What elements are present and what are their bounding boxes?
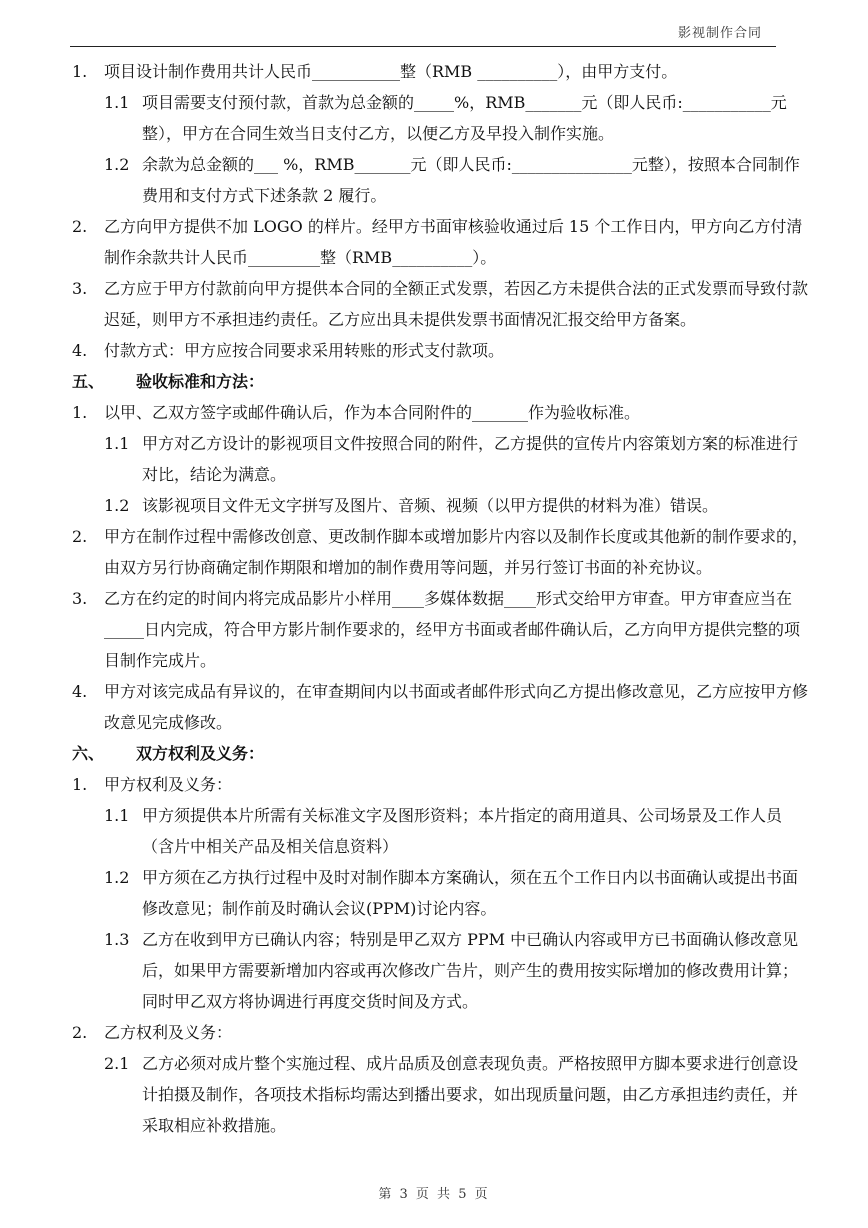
clause	[70, 56, 810, 87]
clause-text: 双方权利及义务：	[136, 744, 265, 763]
clause-text: 乙方在收到甲方已确认内容；特别是甲乙双方 PPM 中已确认内容或甲方已书面确认修改意见后，如果甲方需要新增加内容或再次修改广告片，则产生的费用按实际增加的修改费用计算；同时甲乙双方将协调进行再度交货时间及方式。	[142, 930, 799, 1011]
clause-text: 乙方应于甲方付款前向甲方提供本合同的全额正式发票，若因乙方未提供合法的正式发票而导致付款迟延，则甲方不承担违约责任。乙方应出具未提供发票书面情况汇报交给甲方备案。	[104, 279, 809, 329]
clause-text: 项目需要支付预付款，首款为总金额的_____%，RMB_______元（即人民币:___________元整），甲方在合同生效当日支付乙方，以便乙方及早投入制作实施。	[142, 93, 787, 143]
clause	[70, 769, 810, 800]
clause-text: 甲方对乙方设计的影视项目文件按照合同的附件，乙方提供的宣传片内容策划方案的标准进行对比，结论为满意。	[142, 434, 799, 484]
clause-number: 1.3	[104, 930, 130, 949]
sub-clause	[70, 428, 810, 490]
clause-text: 甲方须在乙方执行过程中及时对制作脚本方案确认，须在五个工作日内以书面确认或提出书面修改意见；制作前及时确认会议(PPM)讨论内容。	[142, 868, 799, 918]
clause-text: 甲方权利及义务：	[104, 775, 233, 794]
sub-clause	[70, 862, 810, 924]
clause	[70, 521, 810, 583]
clause-text: 项目设计制作费用共计人民币___________整（RMB __________），由甲方支付。	[104, 62, 678, 81]
clause-text: 以甲、乙双方签字或邮件确认后，作为本合同附件的_______作为验收标准。	[104, 403, 641, 422]
clause-text: 乙方权利及义务：	[104, 1023, 233, 1042]
clause	[70, 676, 810, 738]
contract-body	[70, 56, 810, 1141]
clause-number: 1.1	[104, 806, 130, 825]
sub-clause	[70, 924, 810, 1017]
clause-number: 2.	[72, 1023, 88, 1042]
clause-text: 余款为总金额的___ %，RMB_______元（即人民币:_______________元整），按照本合同制作费用和支付方式下述条款 2 履行。	[142, 155, 800, 205]
sub-clause	[70, 149, 810, 211]
clause-text: 付款方式：甲方应按合同要求采用转账的形式支付款项。	[104, 341, 505, 360]
clause-number: 2.1	[104, 1054, 130, 1073]
header-title: 影视制作合同	[677, 26, 762, 41]
sub-clause	[70, 1048, 810, 1141]
section-heading	[70, 366, 810, 397]
sub-clause	[70, 87, 810, 149]
clause-number: 3.	[72, 589, 88, 608]
clause-number: 1.	[72, 403, 88, 422]
sub-clause	[70, 800, 810, 862]
clause	[70, 211, 810, 273]
clause	[70, 1017, 810, 1048]
clause-number: 1.2	[104, 155, 130, 174]
clause-number: 2.	[72, 217, 88, 236]
clause-number: 六、	[72, 744, 105, 763]
clause-number: 4.	[72, 341, 88, 360]
clause-text: 甲方须提供本片所需有关标准文字及图形资料；本片指定的商用道具、公司场景及工作人员（含片中相关产品及相关信息资料）	[142, 806, 783, 856]
clause-text: 乙方在约定的时间内将完成品影片小样用____多媒体数据____形式交给甲方审查。甲方审查应当在 _____日内完成，符合甲方影片制作要求的，经甲方书面或者邮件确认后，乙方向甲方提供完整的项目制作完成片。	[104, 589, 801, 670]
sub-clause	[70, 490, 810, 521]
clause-number: 1.2	[104, 868, 130, 887]
header-divider	[70, 46, 776, 47]
clause-number: 4.	[72, 682, 88, 701]
clause-text: 乙方向甲方提供不加 LOGO 的样片。经甲方书面审核验收通过后 15 个工作日内，甲方向乙方付清制作余款共计人民币_________整（RMB__________）。	[104, 217, 803, 267]
clause	[70, 583, 810, 676]
clause	[70, 397, 810, 428]
clause-text: 乙方必须对成片整个实施过程、成片品质及创意表现负责。严格按照甲方脚本要求进行创意设计拍摄及制作，各项技术指标均需达到播出要求，如出现质量问题，由乙方承担违约责任，并采取相应补救措施。	[142, 1054, 799, 1135]
clause-number: 3.	[72, 279, 88, 298]
clause-number: 1.1	[104, 93, 130, 112]
clause	[70, 335, 810, 366]
clause-number: 1.1	[104, 434, 130, 453]
clause-number: 2.	[72, 527, 88, 546]
clause-text: 该影视项目文件无文字拼写及图片、音频、视频（以甲方提供的材料为准）错误。	[142, 496, 719, 515]
clause-text: 验收标准和方法：	[136, 372, 265, 391]
clause-number: 1.2	[104, 496, 130, 515]
clause-text: 甲方在制作过程中需修改创意、更改制作脚本或增加影片内容以及制作长度或其他新的制作要求的，由双方另行协商确定制作期限和增加的制作费用等问题，并另行签订书面的补充协议。	[104, 527, 809, 577]
clause-number: 五、	[72, 372, 105, 391]
clause	[70, 273, 810, 335]
clause-number: 1.	[72, 775, 88, 794]
section-heading	[70, 738, 810, 769]
clause-number: 1.	[72, 62, 88, 81]
clause-text: 甲方对该完成品有异议的，在审查期间内以书面或者邮件形式向乙方提出修改意见，乙方应按甲方修改意见完成修改。	[104, 682, 809, 732]
page-number: 第 3 页 共 5 页	[378, 1187, 490, 1202]
